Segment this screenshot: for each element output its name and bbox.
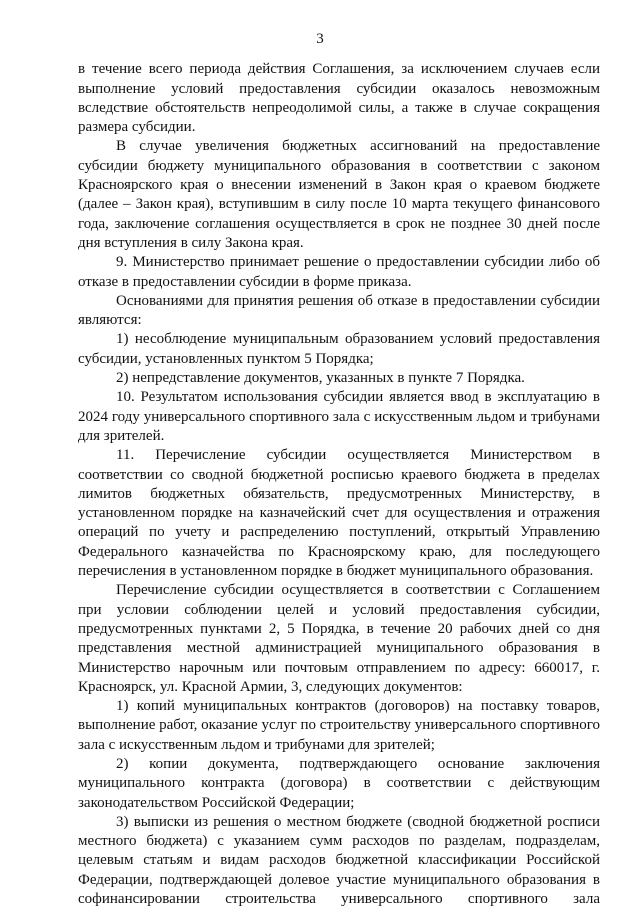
document-body	[78, 60, 600, 909]
list-item: 3) выписки из решения о местном бюджете (сводной бюджетной росписи местного бюджета) с указанием сумм расходов по разделам, подразделам, целевым статьям и видам расходов бюджетной классификации Российской Федерации, подтверждающей долевое участие муниципального образования в софинансировании строительства универсального спортивного зала	[78, 813, 600, 908]
paragraph: Перечисление субсидии осуществляется в соответствии с Соглашением при условии соблюдении целей и условий предоставления субсидии, предусмотренных пунктами 2, 5 Порядка, в течение 20 рабочих дней со дня представления местной администрацией муниципального образования в Министерство нарочным или почтовым отправлением по адресу: 660017, г. Красноярск, ул. Красной Армии, 3, следующих документов:	[78, 582, 600, 695]
paragraph: 10. Результатом использования субсидии является ввод в эксплуатацию в 2024 году универсального спортивного зала с искусственным льдом и трибунами для зрителей.	[78, 389, 600, 444]
paragraph: 11. Перечисление субсидии осуществляется Министерством в соответствии со сводной бюджетной росписью краевого бюджета в пределах лимитов бюджетных обязательств, предусмотренных Министерству, в установленном порядке на казначейский счет для осуществления и отражения операций по учету и распределению поступлений, открытый Управлению Федерального казначейства по Красноярскому краю, для последующего перечисления в установленном порядке в бюджет муниципального образования.	[78, 447, 600, 580]
list-item: 2) копии документа, подтверждающего основание заключения муниципального контракта (договора) в соответствии с действующим законодательством Российской Федерации;	[78, 755, 600, 811]
paragraph: 9. Министерство принимает решение о предоставлении субсидии либо об отказе в предоставлении субсидии в форме приказа.	[78, 254, 600, 290]
paragraph: Основаниями для принятия решения об отказе в предоставлении субсидии являются:	[78, 292, 600, 329]
list-item: 1) копий муниципальных контрактов (договоров) на поставку товаров, выполнение работ, оказание услуг по строительству универсального спортивного зала с искусственным льдом и трибунами для зрителей;	[78, 698, 600, 753]
list-item: 2) непредставление документов, указанных в пункте 7 Порядка.	[116, 370, 525, 387]
paragraph: В случае увеличения бюджетных ассигнований на предоставление субсидии бюджету муниципального образования в соответствии с законом Красноярского края о внесении изменений в Закон края о краевом бюджете (далее – Закон края), вступившим в силу после 10 марта текущего финансового года, заключение соглашения осуществляется в срок не позднее 30 дней после дня вступления в силу Закона края.	[78, 138, 600, 251]
list-item: 1) несоблюдение муниципальным образованием условий предоставления субсидии, установленных пунктом 5 Порядка;	[78, 331, 600, 367]
page-number: 3	[316, 31, 324, 47]
paragraph: в течение всего периода действия Соглашения, за исключением случаев если выполнение условий предоставления субсидии оказалось невозможным вследствие обстоятельств непреодолимой силы, а также в случае сокращения размера субсидии.	[78, 61, 600, 136]
